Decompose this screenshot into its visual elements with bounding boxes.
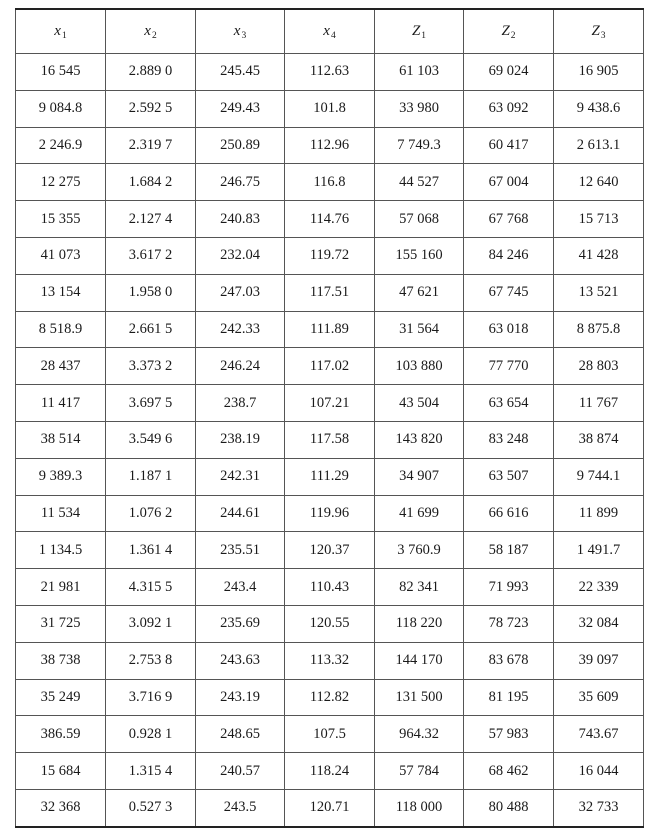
table-cell: 83 678 — [464, 642, 554, 679]
table-row — [16, 753, 644, 790]
table-cell: 2.661 5 — [106, 311, 196, 348]
table-cell: 28 437 — [16, 348, 106, 385]
table-cell: 248.65 — [196, 716, 285, 753]
column-header-symbol: x — [54, 22, 61, 39]
table-cell: 1.315 4 — [106, 753, 196, 790]
column-header-z2 — [464, 9, 554, 54]
table-cell: 34 907 — [375, 458, 464, 495]
column-header-x2 — [106, 9, 196, 54]
table-cell: 243.5 — [196, 789, 285, 826]
table-cell: 2.753 8 — [106, 642, 196, 679]
table-cell: 15 713 — [554, 201, 644, 238]
table-cell: 242.31 — [196, 458, 285, 495]
table-cell: 112.63 — [285, 54, 375, 91]
table-row — [16, 311, 644, 348]
table-cell: 63 654 — [464, 385, 554, 422]
table-cell: 107.5 — [285, 716, 375, 753]
table-cell: 83 248 — [464, 421, 554, 458]
table-cell: 31 725 — [16, 605, 106, 642]
table-cell: 118 220 — [375, 605, 464, 642]
table-cell: 3.617 2 — [106, 237, 196, 274]
table-cell: 16 044 — [554, 753, 644, 790]
table-cell: 101.8 — [285, 90, 375, 127]
table-cell: 964.32 — [375, 716, 464, 753]
table-cell: 58 187 — [464, 532, 554, 569]
table-cell: 41 699 — [375, 495, 464, 532]
table-cell: 131 500 — [375, 679, 464, 716]
table-cell: 244.61 — [196, 495, 285, 532]
table-cell: 120.71 — [285, 789, 375, 826]
table-cell: 0.928 1 — [106, 716, 196, 753]
table-cell: 39 097 — [554, 642, 644, 679]
table-cell: 112.82 — [285, 679, 375, 716]
table-cell: 38 874 — [554, 421, 644, 458]
data-table — [15, 8, 644, 828]
table-row — [16, 642, 644, 679]
table-cell: 32 368 — [16, 789, 106, 826]
table-cell: 82 341 — [375, 569, 464, 606]
table-cell: 2 246.9 — [16, 127, 106, 164]
table-row — [16, 90, 644, 127]
table-cell: 235.51 — [196, 532, 285, 569]
table-cell: 113.32 — [285, 642, 375, 679]
table-cell: 9 744.1 — [554, 458, 644, 495]
column-header-z1 — [375, 9, 464, 54]
table-row — [16, 789, 644, 826]
table-cell: 77 770 — [464, 348, 554, 385]
data-table-container — [15, 8, 643, 828]
table-cell: 32 733 — [554, 789, 644, 826]
table-row — [16, 495, 644, 532]
table-cell: 12 275 — [16, 164, 106, 201]
table-row — [16, 716, 644, 753]
table-cell: 38 738 — [16, 642, 106, 679]
table-row — [16, 458, 644, 495]
column-header-symbol: x — [323, 22, 330, 39]
table-cell: 13 154 — [16, 274, 106, 311]
table-cell: 11 534 — [16, 495, 106, 532]
table-cell: 1.361 4 — [106, 532, 196, 569]
table-cell: 22 339 — [554, 569, 644, 606]
table-cell: 9 389.3 — [16, 458, 106, 495]
table-body — [16, 54, 644, 827]
table-cell: 28 803 — [554, 348, 644, 385]
table-cell: 35 249 — [16, 679, 106, 716]
table-cell: 1.684 2 — [106, 164, 196, 201]
table-cell: 3.716 9 — [106, 679, 196, 716]
table-row — [16, 127, 644, 164]
table-cell: 1 134.5 — [16, 532, 106, 569]
table-cell: 84 246 — [464, 237, 554, 274]
column-header-x4 — [285, 9, 375, 54]
table-cell: 110.43 — [285, 569, 375, 606]
table-cell: 8 875.8 — [554, 311, 644, 348]
table-cell: 119.72 — [285, 237, 375, 274]
column-header-z3 — [554, 9, 644, 54]
table-cell: 47 621 — [375, 274, 464, 311]
table-cell: 118.24 — [285, 753, 375, 790]
table-cell: 12 640 — [554, 164, 644, 201]
table-cell: 250.89 — [196, 127, 285, 164]
table-cell: 243.63 — [196, 642, 285, 679]
table-cell: 111.29 — [285, 458, 375, 495]
table-cell: 63 507 — [464, 458, 554, 495]
table-cell: 67 004 — [464, 164, 554, 201]
table-cell: 4.315 5 — [106, 569, 196, 606]
table-row — [16, 201, 644, 238]
table-cell: 743.67 — [554, 716, 644, 753]
table-cell: 240.57 — [196, 753, 285, 790]
table-cell: 155 160 — [375, 237, 464, 274]
table-row — [16, 164, 644, 201]
column-header-symbol: x — [144, 22, 151, 39]
table-row — [16, 421, 644, 458]
table-cell: 9 438.6 — [554, 90, 644, 127]
table-cell: 57 784 — [375, 753, 464, 790]
column-header-symbol: x — [233, 22, 241, 39]
table-cell: 21 981 — [16, 569, 106, 606]
table-cell: 111.89 — [285, 311, 375, 348]
table-cell: 11 767 — [554, 385, 644, 422]
column-header-subscript: 3 — [241, 30, 247, 41]
table-cell: 3.697 5 — [106, 385, 196, 422]
table-cell: 117.02 — [285, 348, 375, 385]
table-cell: 68 462 — [464, 753, 554, 790]
table-cell: 41 428 — [554, 237, 644, 274]
table-cell: 144 170 — [375, 642, 464, 679]
table-row — [16, 237, 644, 274]
table-cell: 43 504 — [375, 385, 464, 422]
table-cell: 61 103 — [375, 54, 464, 91]
table-cell: 240.83 — [196, 201, 285, 238]
table-row — [16, 348, 644, 385]
table-cell: 1 491.7 — [554, 532, 644, 569]
table-cell: 57 068 — [375, 201, 464, 238]
column-header-subscript: 1 — [61, 30, 67, 41]
table-cell: 38 514 — [16, 421, 106, 458]
table-cell: 1.187 1 — [106, 458, 196, 495]
table-cell: 245.45 — [196, 54, 285, 91]
table-cell: 81 195 — [464, 679, 554, 716]
table-row — [16, 679, 644, 716]
table-cell: 41 073 — [16, 237, 106, 274]
table-header — [16, 9, 644, 54]
table-cell: 3 760.9 — [375, 532, 464, 569]
table-cell: 80 488 — [464, 789, 554, 826]
table-cell: 242.33 — [196, 311, 285, 348]
column-header-subscript: 1 — [421, 30, 427, 41]
table-cell: 13 521 — [554, 274, 644, 311]
column-header-symbol: Z — [411, 22, 421, 39]
table-cell: 119.96 — [285, 495, 375, 532]
table-row — [16, 274, 644, 311]
table-cell: 0.527 3 — [106, 789, 196, 826]
column-header-x3 — [196, 9, 285, 54]
table-cell: 107.21 — [285, 385, 375, 422]
column-header-subscript: 4 — [330, 30, 336, 41]
table-cell: 120.37 — [285, 532, 375, 569]
table-cell: 2.127 4 — [106, 201, 196, 238]
table-cell: 246.24 — [196, 348, 285, 385]
header-row — [16, 9, 644, 54]
table-cell: 9 084.8 — [16, 90, 106, 127]
column-header-x1 — [16, 9, 106, 54]
table-cell: 238.19 — [196, 421, 285, 458]
table-cell: 16 905 — [554, 54, 644, 91]
column-header-subscript: 2 — [510, 30, 516, 41]
table-cell: 243.19 — [196, 679, 285, 716]
table-cell: 7 749.3 — [375, 127, 464, 164]
table-row — [16, 605, 644, 642]
table-cell: 118 000 — [375, 789, 464, 826]
table-cell: 1.958 0 — [106, 274, 196, 311]
table-cell: 120.55 — [285, 605, 375, 642]
table-cell: 243.4 — [196, 569, 285, 606]
table-cell: 15 684 — [16, 753, 106, 790]
table-cell: 60 417 — [464, 127, 554, 164]
table-cell: 71 993 — [464, 569, 554, 606]
table-cell: 31 564 — [375, 311, 464, 348]
table-cell: 67 745 — [464, 274, 554, 311]
table-cell: 63 092 — [464, 90, 554, 127]
table-cell: 249.43 — [196, 90, 285, 127]
column-header-subscript: 2 — [151, 30, 157, 41]
table-cell: 117.51 — [285, 274, 375, 311]
table-cell: 63 018 — [464, 311, 554, 348]
table-cell: 8 518.9 — [16, 311, 106, 348]
table-cell: 114.76 — [285, 201, 375, 238]
column-header-symbol: Z — [591, 22, 600, 39]
table-cell: 232.04 — [196, 237, 285, 274]
table-cell: 15 355 — [16, 201, 106, 238]
table-cell: 3.092 1 — [106, 605, 196, 642]
table-cell: 1.076 2 — [106, 495, 196, 532]
table-cell: 143 820 — [375, 421, 464, 458]
table-cell: 3.549 6 — [106, 421, 196, 458]
table-cell: 2.889 0 — [106, 54, 196, 91]
table-row — [16, 385, 644, 422]
table-cell: 33 980 — [375, 90, 464, 127]
table-cell: 235.69 — [196, 605, 285, 642]
table-cell: 246.75 — [196, 164, 285, 201]
table-row — [16, 54, 644, 91]
table-cell: 3.373 2 — [106, 348, 196, 385]
table-cell: 117.58 — [285, 421, 375, 458]
table-cell: 35 609 — [554, 679, 644, 716]
column-header-symbol: Z — [501, 22, 510, 39]
table-row — [16, 569, 644, 606]
table-cell: 66 616 — [464, 495, 554, 532]
table-cell: 386.59 — [16, 716, 106, 753]
table-cell: 11 899 — [554, 495, 644, 532]
table-cell: 69 024 — [464, 54, 554, 91]
table-cell: 32 084 — [554, 605, 644, 642]
table-cell: 78 723 — [464, 605, 554, 642]
column-header-subscript: 3 — [600, 30, 606, 41]
table-cell: 116.8 — [285, 164, 375, 201]
table-cell: 57 983 — [464, 716, 554, 753]
table-cell: 11 417 — [16, 385, 106, 422]
table-row — [16, 532, 644, 569]
table-cell: 44 527 — [375, 164, 464, 201]
table-cell: 103 880 — [375, 348, 464, 385]
table-cell: 238.7 — [196, 385, 285, 422]
table-cell: 16 545 — [16, 54, 106, 91]
table-cell: 112.96 — [285, 127, 375, 164]
table-cell: 2.319 7 — [106, 127, 196, 164]
table-cell: 247.03 — [196, 274, 285, 311]
table-cell: 2.592 5 — [106, 90, 196, 127]
table-cell: 67 768 — [464, 201, 554, 238]
table-cell: 2 613.1 — [554, 127, 644, 164]
